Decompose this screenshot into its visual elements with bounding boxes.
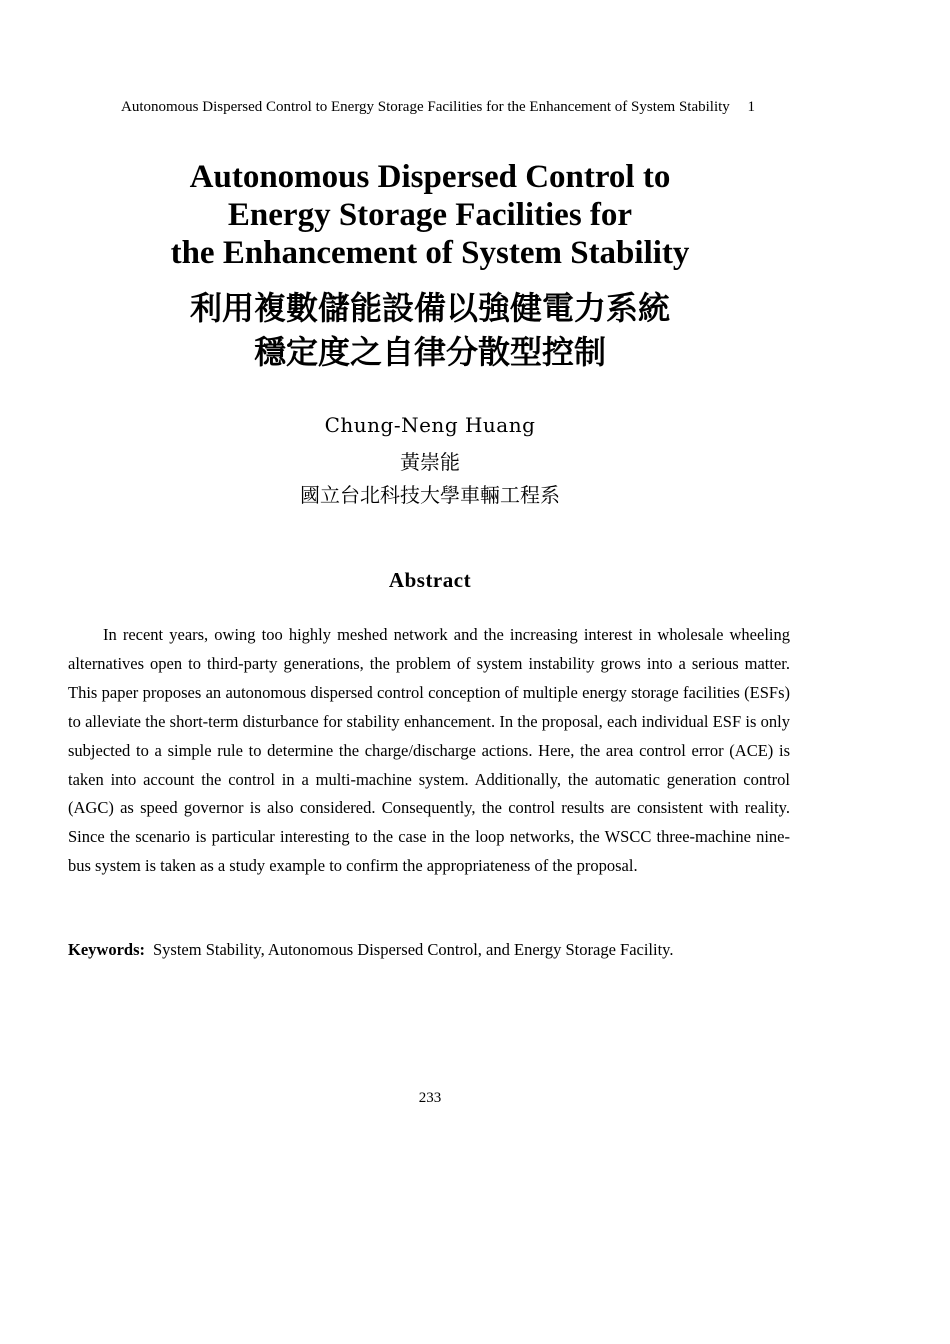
- title-zh-line-1: 利用複數儲能設備以強健電力系統: [189, 289, 670, 327]
- keywords-label: Keywords:: [68, 940, 145, 959]
- abstract-body: In recent years, owing too highly meshed network and the increasing interest in wholesale wheeling alternatives open to third-party generations, the problem of system instability grows into a serious matter. This paper proposes an autonomous dispersed control conception of multiple energy storage facilities (ESFs) to alleviate the short-term disturbance for stability enhancement. In the proposal, each individual ESF is only subjected to a simple rule to determine the charge/discharge actions. Here, the area control error (ACE) is taken into account the control in a multi-machine system. Additionally, the automatic generation control (AGC) as speed governor is also considered. Consequently, the control results are consistent with reality. Since the scenario is particular interesting to the case in the loop networks, the WSCC three-machine nine-bus system is taken as a study example to confirm the appropriateness of the proposal.: [68, 625, 790, 876]
- keywords: [68, 938, 790, 962]
- title-en-line-3: the Enhancement of System Stability: [170, 235, 690, 271]
- footer-page-number: 233: [418, 1090, 442, 1106]
- running-header: [121, 99, 755, 116]
- author-name-chinese: 黃崇能: [400, 450, 460, 474]
- running-header-page-number: 1: [747, 99, 756, 115]
- paper-title-english: [0, 158, 860, 272]
- keywords-text: System Stability, Autonomous Dispersed Control, and Energy Storage Facility.: [153, 940, 674, 959]
- title-zh-line-2: 穩定度之自律分散型控制: [253, 333, 606, 371]
- author-affiliation: 國立台北科技大學車輛工程系: [300, 483, 560, 507]
- paper-title-chinese: [0, 286, 860, 374]
- running-header-title: Autonomous Dispersed Control to Energy Storage Facilities for the Enhancement of System Stability: [121, 99, 730, 115]
- author-name-english: Chung-Neng Huang: [324, 413, 536, 437]
- title-en-line-2: Energy Storage Facilities for: [227, 197, 633, 233]
- title-en-line-1: Autonomous Dispersed Control to: [189, 159, 671, 195]
- abstract-heading: Abstract: [388, 568, 472, 592]
